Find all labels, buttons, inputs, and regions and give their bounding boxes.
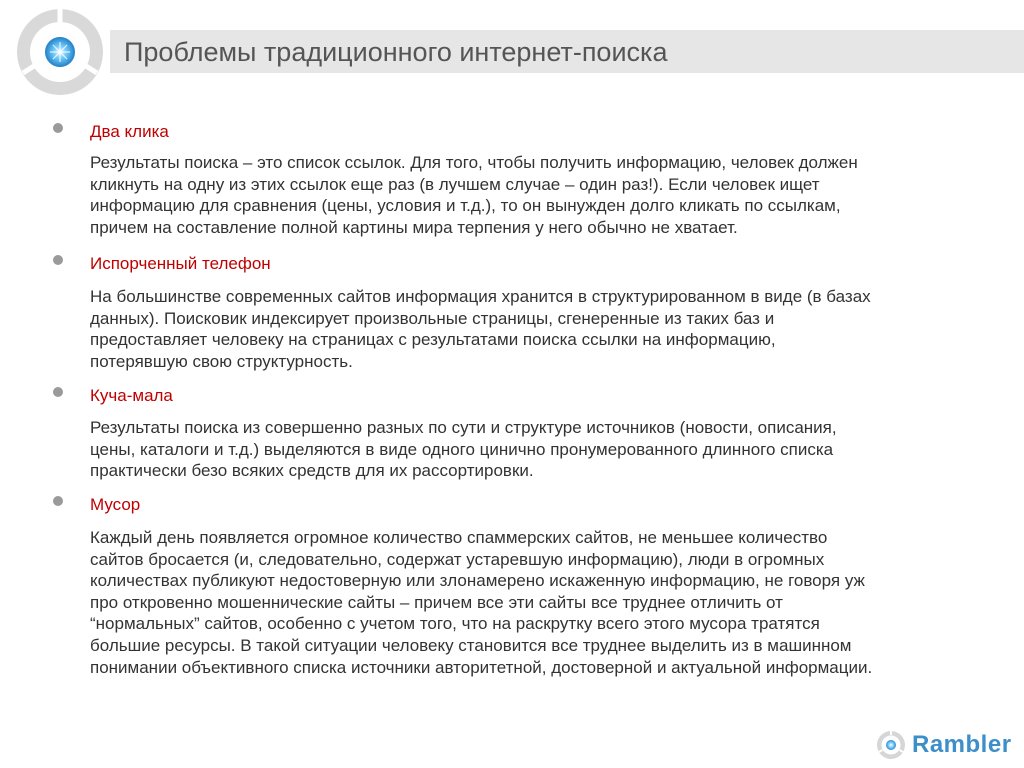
bullet-icon bbox=[53, 123, 63, 133]
item-paragraph bbox=[90, 417, 1020, 482]
rambler-logo bbox=[876, 730, 1016, 760]
paragraph-line: про откровенно мошеннические сайты – причем все эти сайты все труднее отличить от bbox=[90, 592, 783, 612]
paragraph-line: понимании объективного списка источники авторитетной, достоверной и актуальной информации. bbox=[90, 657, 873, 677]
paragraph-line: данных). Поисковик индексирует произвольные страницы, сгенеренные из таких баз и bbox=[90, 308, 775, 328]
bullet-icon bbox=[53, 387, 63, 397]
bullet-icon bbox=[53, 496, 63, 506]
paragraph-line: “нормальных” сайтов, особенно с учетом того, что на раскрутку всего этого мусора тратятся bbox=[90, 614, 820, 634]
item-paragraph bbox=[90, 286, 1020, 372]
slide-title: Проблемы традиционного интернет-поиска bbox=[124, 37, 668, 67]
brand-name: Rambler bbox=[912, 731, 1012, 758]
paragraph-line: Каждый день появляется огромное количество спаммерских сайтов, не меньшее количество bbox=[90, 528, 828, 547]
item-heading: Испорченный телефон bbox=[90, 254, 271, 273]
item-paragraph bbox=[90, 152, 1020, 238]
item-heading: Куча-мала bbox=[90, 386, 173, 405]
paragraph-line: кликнуть на одну из этих ссылок еще раз (в лучшем случае – один раз!). Если человек ищет bbox=[90, 174, 820, 194]
paragraph-line: цены, каталоги и т.д.) выделяются в виде одного цинично пронумерованного длинного списка bbox=[90, 439, 834, 459]
item-paragraph bbox=[90, 527, 1020, 678]
paragraph-line: потерявшую свою структурность. bbox=[90, 351, 353, 371]
paragraph-line: количествах публикуют недостоверную или злонамерено искаженную информацию, не говоря уж bbox=[90, 571, 865, 591]
paragraph-line: практически безо всяких средств для их рассортировки. bbox=[90, 461, 534, 481]
item-heading: Мусор bbox=[90, 495, 141, 514]
paragraph-line: На большинстве современных сайтов информация хранится в структурированном в виде (в базах bbox=[90, 287, 871, 306]
paragraph-line: Результаты поиска из совершенно разных по сути и структуре источников (новости, описания, bbox=[90, 418, 837, 437]
bullet-icon bbox=[53, 255, 63, 265]
rambler-orb-icon bbox=[876, 730, 906, 760]
item-heading: Два клика bbox=[90, 122, 169, 141]
rambler-orb-logo-icon bbox=[14, 6, 106, 98]
paragraph-line: информацию для сравнения (цены, условия и т.д.), то он вынужден долго кликать по ссылкам, bbox=[90, 196, 841, 216]
paragraph-line: причем на составление полной картины мира терпения у него обычно не хватает. bbox=[90, 217, 738, 237]
paragraph-line: сайтов бросается (и, следовательно, содержат устаревшую информацию), люди в огромных bbox=[90, 549, 825, 569]
paragraph-line: предоставляет человеку на страницах с результатами поиска ссылки на информацию, bbox=[90, 330, 776, 350]
paragraph-line: большие ресурсы. В такой ситуации человеку становится все труднее выделить из в машинном bbox=[90, 635, 852, 655]
paragraph-line: Результаты поиска – это список ссылок. Для того, чтобы получить информацию, человек должен bbox=[90, 153, 858, 172]
